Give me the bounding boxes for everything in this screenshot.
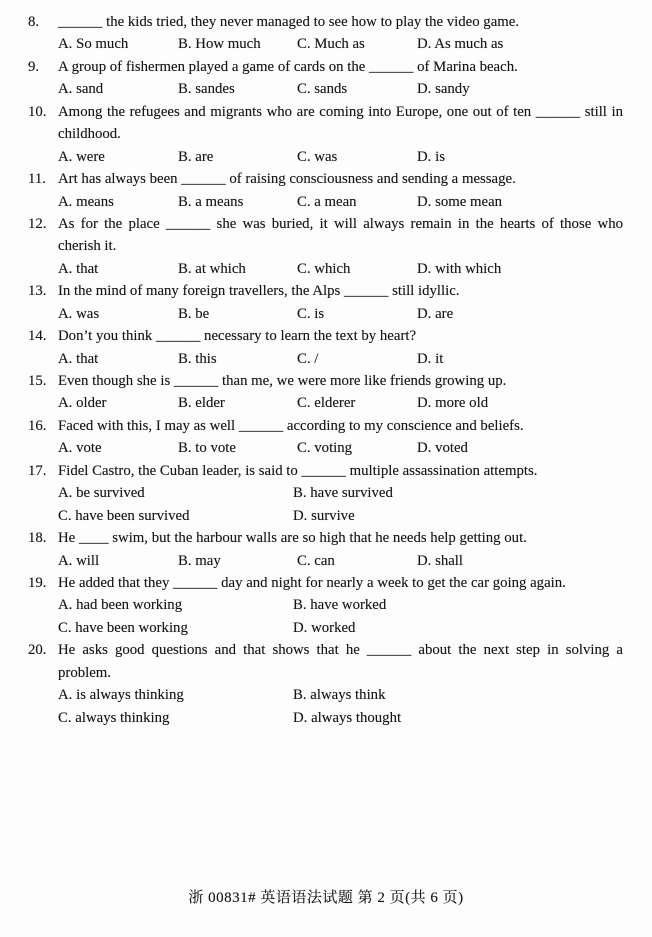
question-line	[28, 370, 623, 392]
question-list	[28, 11, 623, 729]
answer-option: A. be survived	[58, 485, 145, 502]
answer-option: A. So much	[58, 36, 129, 53]
number-gutter	[28, 684, 58, 706]
answer-option: D. always thought	[293, 709, 402, 726]
options-row	[28, 348, 623, 370]
options-row	[28, 303, 623, 325]
options-row	[28, 78, 623, 100]
question-line	[28, 639, 623, 661]
answer-option: D. are	[417, 305, 454, 322]
question-text: cherish it.	[58, 238, 117, 255]
answer-option: B. to vote	[178, 440, 236, 457]
question	[28, 370, 623, 415]
question-line	[28, 56, 623, 78]
question-text: A group of fishermen played a game of cards on the ______ of Marina beach.	[58, 58, 518, 75]
question-number: 15.	[28, 373, 47, 389]
answer-option: D. some mean	[417, 193, 503, 210]
answer-option: A. is always thinking	[58, 687, 184, 704]
question-number: 14.	[28, 328, 47, 345]
options-row	[28, 146, 623, 168]
answer-option: A. was	[58, 305, 100, 322]
question-line-continued	[28, 235, 623, 257]
question-line	[28, 101, 623, 123]
question-text: In the mind of many foreign travellers, the Alps ______ still idyllic.	[58, 283, 460, 300]
question-line	[28, 415, 623, 437]
answer-option: B. at which	[178, 260, 246, 277]
options-grid	[58, 617, 623, 639]
options-grid	[58, 550, 623, 572]
answer-option: D. shall	[417, 552, 464, 569]
options-grid	[58, 258, 623, 280]
question-number: 18.	[28, 530, 47, 547]
options-grid	[58, 437, 623, 459]
question	[28, 415, 623, 460]
answer-option: B. have survived	[293, 485, 393, 502]
answer-option: B. a means	[178, 193, 244, 210]
answer-option: B. be	[178, 305, 210, 322]
question-number: 12.	[28, 215, 47, 232]
answer-option: B. have worked	[293, 597, 387, 614]
answer-option: C. /	[297, 350, 319, 367]
options-row	[28, 437, 623, 459]
options-grid	[58, 482, 623, 504]
answer-option: C. which	[297, 260, 351, 277]
options-grid	[58, 33, 623, 55]
number-gutter	[28, 146, 58, 168]
question-line	[28, 280, 623, 302]
question-line	[28, 527, 623, 549]
question-number: 8.	[28, 14, 40, 30]
answer-option: C. have been working	[58, 619, 188, 636]
options-row	[28, 707, 623, 729]
answer-option: C. sands	[297, 81, 348, 98]
answer-option: A. vote	[58, 440, 102, 457]
options-row	[28, 258, 623, 280]
number-gutter	[28, 550, 58, 572]
question-text: Don’t you think ______ necessary to learn the text by heart?	[58, 328, 417, 345]
number-gutter	[28, 78, 58, 100]
question	[28, 460, 623, 527]
answer-option: D. more old	[417, 395, 489, 412]
options-row	[28, 191, 623, 213]
number-gutter	[28, 235, 58, 257]
question-number: 16.	[28, 417, 47, 434]
answer-option: B. are	[178, 148, 214, 165]
options-row	[28, 594, 623, 616]
answer-option: A. means	[58, 193, 114, 210]
question-text: As for the place ______ she was buried, it will always remain in the hearts of those who	[58, 215, 623, 232]
answer-option: D. is	[417, 148, 445, 165]
question-line	[28, 11, 623, 33]
options-grid	[58, 303, 623, 325]
answer-option: C. Much as	[297, 36, 365, 53]
question-text: Even though she is ______ than me, we were more like friends growing up.	[58, 373, 507, 389]
question	[28, 527, 623, 572]
options-row	[28, 684, 623, 706]
answer-option: C. a mean	[297, 193, 357, 210]
question-text: Art has always been ______ of raising consciousness and sending a message.	[58, 171, 516, 188]
question-text: Among the refugees and migrants who are coming into Europe, one out of ten ______ still in	[58, 103, 623, 120]
question-text: He added that they ______ day and night for nearly a week to get the car going again.	[58, 574, 566, 591]
options-row	[28, 33, 623, 55]
number-gutter	[28, 392, 58, 414]
number-gutter	[28, 348, 58, 370]
options-grid	[58, 594, 623, 616]
answer-option: D. survive	[293, 507, 355, 524]
number-gutter	[28, 505, 58, 527]
answer-option: A. had been working	[58, 597, 183, 614]
question	[28, 11, 623, 56]
question-number: 11.	[28, 171, 46, 188]
answer-option: B. may	[178, 552, 221, 569]
question	[28, 572, 623, 639]
question-text: Faced with this, I may as well ______ according to my conscience and beliefs.	[58, 417, 524, 434]
number-gutter	[28, 258, 58, 280]
answer-option: C. can	[297, 552, 335, 569]
options-row	[28, 550, 623, 572]
question-line-continued	[28, 662, 623, 684]
answer-option: B. How much	[178, 36, 261, 53]
question-number: 9.	[28, 58, 40, 75]
question-line	[28, 168, 623, 190]
number-gutter	[28, 191, 58, 213]
answer-option: D. As much as	[417, 36, 504, 53]
answer-option: C. is	[297, 305, 325, 322]
answer-option: B. sandes	[178, 81, 235, 98]
question-text: Fidel Castro, the Cuban leader, is said to ______ multiple assassination attempts.	[58, 462, 538, 479]
number-gutter	[28, 303, 58, 325]
question	[28, 56, 623, 101]
answer-option: A. will	[58, 552, 100, 569]
question-text: ______ the kids tried, they never managed to see how to play the video game.	[58, 14, 520, 30]
answer-option: D. it	[417, 350, 444, 367]
options-row	[28, 482, 623, 504]
number-gutter	[28, 617, 58, 639]
number-gutter	[28, 707, 58, 729]
options-grid	[58, 392, 623, 414]
answer-option: C. have been survived	[58, 507, 190, 524]
question-number: 19.	[28, 574, 47, 591]
number-gutter	[28, 662, 58, 684]
options-grid	[58, 684, 623, 706]
question-text: problem.	[58, 664, 112, 681]
question	[28, 213, 623, 280]
answer-option: D. sandy	[417, 81, 470, 98]
options-grid	[58, 78, 623, 100]
answer-option: C. voting	[297, 440, 353, 457]
question-line	[28, 213, 623, 235]
question-number: 17.	[28, 462, 47, 479]
options-grid	[58, 348, 623, 370]
number-gutter	[28, 482, 58, 504]
answer-option: C. was	[297, 148, 338, 165]
number-gutter	[28, 437, 58, 459]
question-text: He ____ swim, but the harbour walls are so high that he needs help getting out.	[58, 530, 527, 547]
page-footer: 浙 00831# 英语语法试题 第 2 页(共 6 页)	[188, 890, 464, 906]
options-row	[28, 392, 623, 414]
question-number: 10.	[28, 103, 47, 120]
answer-option: A. that	[58, 350, 99, 367]
question-text: childhood.	[58, 126, 121, 143]
answer-option: B. this	[178, 350, 217, 367]
question	[28, 325, 623, 370]
answer-option: A. older	[58, 395, 107, 412]
answer-option: B. elder	[178, 395, 225, 412]
answer-option: C. elderer	[297, 395, 356, 412]
options-grid	[58, 191, 623, 213]
answer-option: C. always thinking	[58, 709, 170, 726]
question-line	[28, 460, 623, 482]
question	[28, 639, 623, 729]
question-number: 13.	[28, 283, 47, 300]
question-number: 20.	[28, 642, 47, 659]
options-row	[28, 505, 623, 527]
options-grid	[58, 707, 623, 729]
options-grid	[58, 505, 623, 527]
options-row	[28, 617, 623, 639]
question	[28, 168, 623, 213]
question-line-continued	[28, 123, 623, 145]
answer-option: D. with which	[417, 260, 502, 277]
number-gutter	[28, 594, 58, 616]
answer-option: D. worked	[293, 619, 356, 636]
answer-option: D. voted	[417, 440, 468, 457]
answer-option: B. always think	[293, 687, 386, 704]
number-gutter	[28, 33, 58, 55]
answer-option: A. that	[58, 260, 99, 277]
question-line	[28, 325, 623, 347]
answer-option: A. were	[58, 148, 105, 165]
answer-option: A. sand	[58, 81, 104, 98]
question-text: He asks good questions and that shows that he ______ about the next step in solving a	[58, 642, 623, 659]
number-gutter	[28, 123, 58, 145]
options-grid	[58, 146, 623, 168]
question	[28, 101, 623, 168]
question-line	[28, 572, 623, 594]
question	[28, 280, 623, 325]
